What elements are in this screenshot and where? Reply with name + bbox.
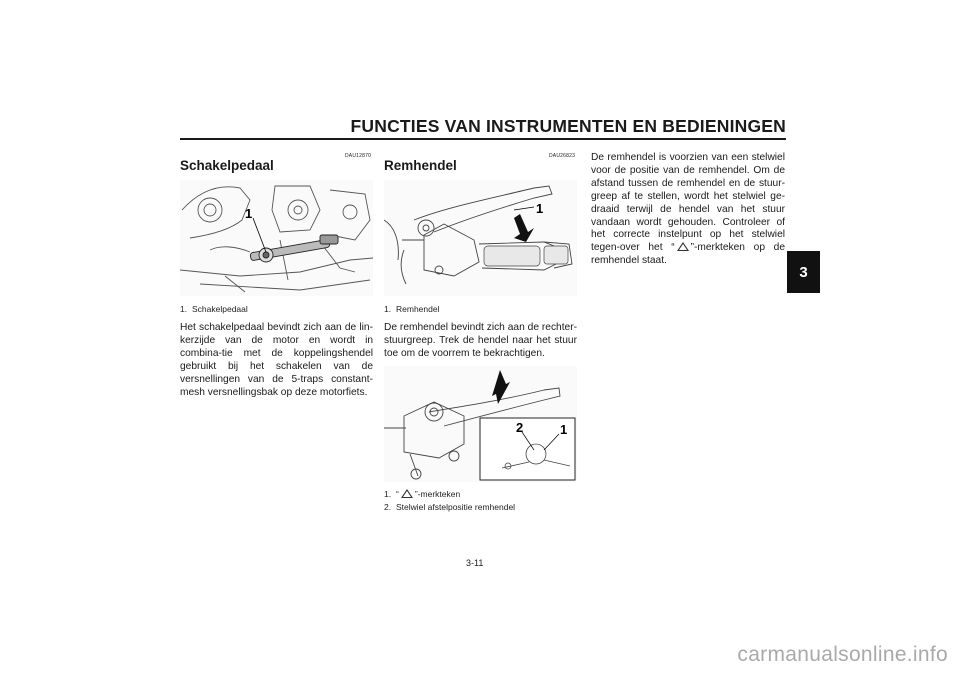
caption-triangle-mark <box>384 489 460 499</box>
page-number: 3-11 <box>466 558 484 568</box>
caption-adjuster-num: 2. <box>384 502 392 512</box>
caption-brake-lever <box>384 304 439 314</box>
caption-shift-text: Schakelpedaal <box>192 304 248 314</box>
chapter-tab: 3 <box>787 251 820 293</box>
figure-brake-lever <box>384 180 577 296</box>
shift-figure-callout: 1 <box>245 206 253 221</box>
figure-brake-adjuster <box>384 366 577 482</box>
heading-schakelpedaal: Schakelpedaal <box>180 158 274 173</box>
body-shift-pedal: Het schakelpedaal bevindt zich aan de lin-kerzijde van de motor en wordt in combina-tie met de koppelingshendel gebruikt bij het schakelen van de versnellingen van de 5-traps constant-mesh versnellingsbak op deze motorfiets. <box>180 322 373 398</box>
shift-pedal-illustration <box>180 180 373 296</box>
adjuster-callout-2: 2 <box>516 420 524 435</box>
section-code-shift: DAU12870 <box>345 153 372 159</box>
brake-adjuster-illustration <box>384 366 577 482</box>
caption-adjuster-text: Stelwiel afstelpositie remhendel <box>396 502 516 512</box>
brake-lever-illustration <box>384 180 577 296</box>
caption-triangle-post: ”-merkteken <box>414 489 461 499</box>
caption-brake-text: Remhendel <box>396 304 440 314</box>
body-adjuster-post: ”-merkteken op de remhendel staat. <box>591 242 785 267</box>
page-header-title: FUNCTIES VAN INSTRUMENTEN EN BEDIENINGEN <box>350 116 786 136</box>
triangle-mark-icon <box>677 242 689 251</box>
body-adjuster-instructions <box>591 152 785 268</box>
header-rule <box>180 138 786 140</box>
triangle-mark-icon <box>401 489 413 498</box>
brake-figure-callout: 1 <box>536 201 544 216</box>
caption-shift-pedal <box>180 304 248 314</box>
caption-triangle-pre: “ <box>396 489 399 499</box>
body-brake-lever: De remhendel bevindt zich aan de rechter-stuurgreep. Trek de hendel naar het stuur toe om de voorrem te bekrachtigen. <box>384 322 577 359</box>
caption-brake-num: 1. <box>384 304 392 314</box>
figure-shift-pedal <box>180 180 373 296</box>
caption-adjuster-dial <box>384 502 515 512</box>
caption-shift-num: 1. <box>180 304 188 314</box>
adjuster-callout-1: 1 <box>560 422 568 437</box>
watermark: carmanualsonline.info <box>737 643 948 666</box>
heading-remhendel: Remhendel <box>384 158 457 173</box>
section-code-brake: DAU26823 <box>549 153 576 159</box>
body-adjuster-pre: De remhendel is voorzien van een stelwiel voor de positie van de remhendel. Om de afstand tussen de remhendel en de stuur-greep af te stellen, wordt het stelwiel ge-draaid terwijl de hendel van het stuur vandaan wordt gehouden. Controleer of het correcte instelpunt op het stelwiel tegen-over het “ <box>591 152 785 254</box>
pull-arrow-icon <box>514 214 534 242</box>
caption-triangle-num: 1. <box>384 489 392 499</box>
